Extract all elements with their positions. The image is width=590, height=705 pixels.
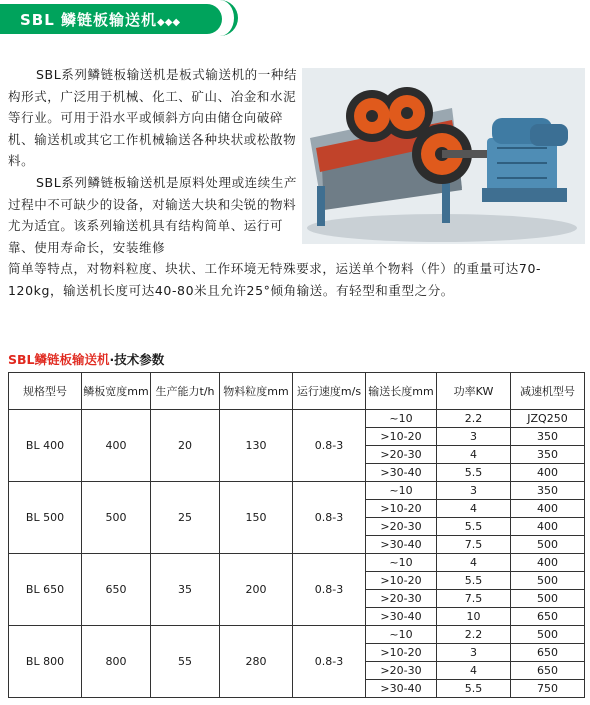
cell-length: >10-20 [366, 500, 437, 518]
cell-length: >20-30 [366, 662, 437, 680]
product-photo [302, 68, 585, 244]
cell-length: >10-20 [366, 644, 437, 662]
cell-reducer: 350 [511, 482, 585, 500]
header-model: 规格型号 [9, 373, 82, 410]
cell-power: 3 [437, 428, 511, 446]
cell-length: ~10 [366, 410, 437, 428]
spec-table [8, 372, 585, 698]
cell-plate-width: 800 [82, 626, 151, 698]
table-row [9, 554, 585, 572]
intro-paragraph-3: 简单等特点，对物料粒度、块状、工作环境无特殊要求，运送单个物料（件）的重量可达70-120kg，输送机长度可达40-80米且允许25°倾角输送。有轻型和重型之分。 [8, 261, 542, 298]
cell-power: 7.5 [437, 536, 511, 554]
cell-power: 5.5 [437, 518, 511, 536]
cell-model: BL 650 [9, 554, 82, 626]
cell-reducer: 400 [511, 518, 585, 536]
cell-reducer: 500 [511, 590, 585, 608]
cell-power: 3 [437, 482, 511, 500]
cell-length: >10-20 [366, 572, 437, 590]
cell-reducer: 500 [511, 536, 585, 554]
cell-power: 5.5 [437, 464, 511, 482]
cell-capacity: 55 [151, 626, 220, 698]
cell-model: BL 500 [9, 482, 82, 554]
table-header-row [9, 373, 585, 410]
cell-model: BL 400 [9, 410, 82, 482]
cell-power: 2.2 [437, 626, 511, 644]
cell-speed: 0.8-3 [293, 482, 366, 554]
cell-reducer: 400 [511, 554, 585, 572]
cell-speed: 0.8-3 [293, 554, 366, 626]
cell-power: 5.5 [437, 680, 511, 698]
header-material-size: 物料粒度mm [220, 373, 293, 410]
cell-speed: 0.8-3 [293, 626, 366, 698]
cell-plate-width: 500 [82, 482, 151, 554]
cell-length: >20-30 [366, 446, 437, 464]
table-row [9, 482, 585, 500]
spec-title-product: SBL鳞链板输送机 [8, 352, 110, 367]
banner-curve [214, 0, 238, 36]
intro-paragraph-1: SBL系列鳞链板输送机是板式输送机的一种结构形式，广泛用于机械、化工、矿山、冶金和水泥等行业。可用于沿水平或倾斜方向由储仓向破碎机、输送机或其它工作机械输送各种块状或松散物料。 [8, 67, 298, 168]
cell-material-size: 130 [220, 410, 293, 482]
cell-length: >20-30 [366, 590, 437, 608]
cell-material-size: 280 [220, 626, 293, 698]
header-power: 功率KW [437, 373, 511, 410]
cell-length: ~10 [366, 482, 437, 500]
cell-reducer: 350 [511, 428, 585, 446]
header-plate-width: 鳞板宽度mm [82, 373, 151, 410]
cell-reducer: 500 [511, 572, 585, 590]
cell-capacity: 20 [151, 410, 220, 482]
cell-length: >30-40 [366, 608, 437, 626]
cell-reducer: 350 [511, 446, 585, 464]
cell-length: >30-40 [366, 536, 437, 554]
page-title [20, 9, 180, 30]
cell-reducer: 650 [511, 644, 585, 662]
spec-section-title [8, 350, 164, 368]
table-row [9, 410, 585, 428]
cell-reducer: 400 [511, 464, 585, 482]
cell-power: 7.5 [437, 590, 511, 608]
cell-reducer: 650 [511, 662, 585, 680]
cell-reducer: 400 [511, 500, 585, 518]
cell-speed: 0.8-3 [293, 410, 366, 482]
cell-power: 4 [437, 662, 511, 680]
cell-length: ~10 [366, 554, 437, 572]
cell-reducer: 750 [511, 680, 585, 698]
spec-title-suffix: ·技术参数 [109, 352, 165, 367]
intro-paragraph-2: SBL系列鳞链板输送机是原料处理或连续生产过程中不可缺少的设备，对输送大块和尖锐的物料尤为适宜。该系列输送机具有结构简单、运行可靠、使用寿命长，安装维修 [8, 175, 298, 255]
table-row [9, 626, 585, 644]
table-body [9, 410, 585, 698]
cell-power: 3 [437, 644, 511, 662]
cell-capacity: 35 [151, 554, 220, 626]
cell-power: 10 [437, 608, 511, 626]
cell-power: 2.2 [437, 410, 511, 428]
cell-reducer: 500 [511, 626, 585, 644]
cell-power: 5.5 [437, 572, 511, 590]
cell-power: 4 [437, 554, 511, 572]
header-reducer: 减速机型号 [511, 373, 585, 410]
cell-length: >10-20 [366, 428, 437, 446]
header-capacity: 生产能力t/h [151, 373, 220, 410]
cell-reducer: JZQ250 [511, 410, 585, 428]
cell-capacity: 25 [151, 482, 220, 554]
cell-reducer: 650 [511, 608, 585, 626]
cell-length: >20-30 [366, 518, 437, 536]
cell-plate-width: 650 [82, 554, 151, 626]
cell-plate-width: 400 [82, 410, 151, 482]
cell-length: >30-40 [366, 680, 437, 698]
cell-power: 4 [437, 446, 511, 464]
header-length: 输送长度mm [366, 373, 437, 410]
cell-power: 4 [437, 500, 511, 518]
cell-model: BL 800 [9, 626, 82, 698]
cell-material-size: 200 [220, 554, 293, 626]
diamond-icons: ◆◆◆ [157, 17, 181, 28]
cell-length: ~10 [366, 626, 437, 644]
page-title-text: SBL 鳞链板输送机 [20, 11, 158, 29]
cell-length: >30-40 [366, 464, 437, 482]
header-speed: 运行速度m/s [293, 373, 366, 410]
cell-material-size: 150 [220, 482, 293, 554]
header-banner [0, 0, 242, 36]
